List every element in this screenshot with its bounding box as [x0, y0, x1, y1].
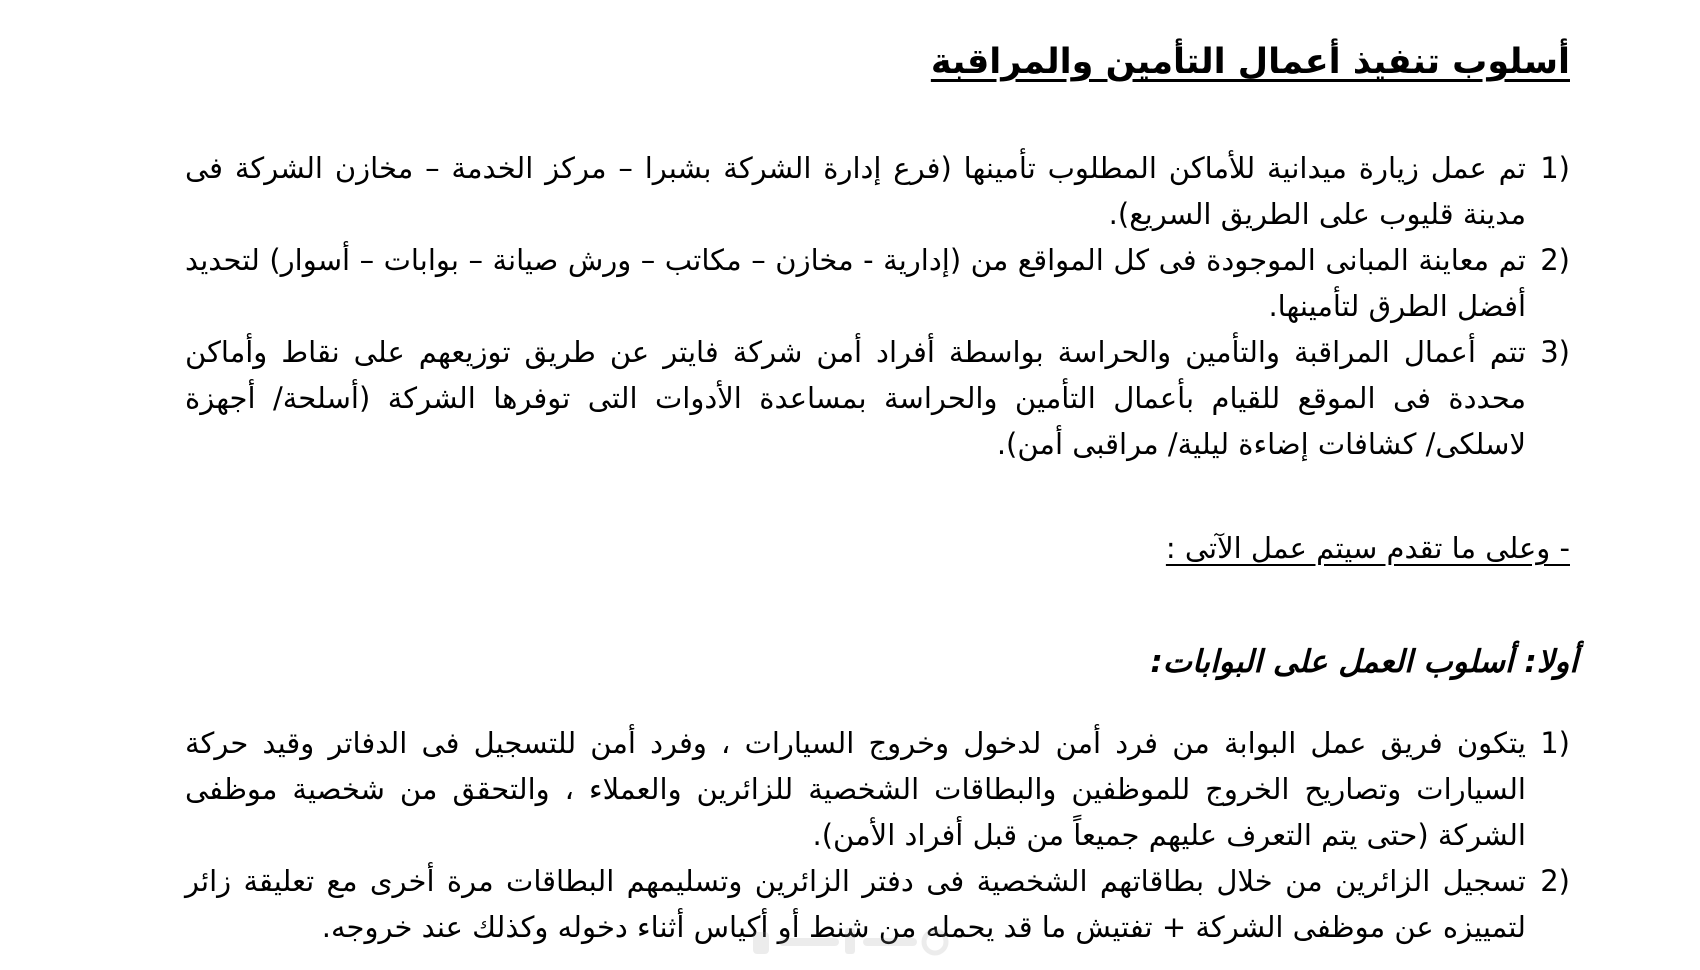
item-text: تم معاينة المبانى الموجودة فى كل المواقع من (إدارية - مخازن – مكاتب – ورش صيانة – بوابات – أسوار) لتحديد أفضل الطرق لتأمينها.: [185, 243, 1526, 323]
subheading: - وعلى ما تقدم سيتم عمل الآتى :: [1165, 531, 1570, 565]
item-number: 1): [1540, 726, 1570, 760]
item-number: 3): [1540, 335, 1570, 369]
item-number: 1): [1540, 151, 1570, 185]
list-item: [185, 858, 1570, 950]
document-title: أسلوب تنفيذ أعمال التأمين والمراقبة: [930, 42, 1570, 82]
item-text: يتكون فريق عمل البوابة من فرد أمن لدخول وخروج السيارات ، وفرد أمن للتسجيل فى الدفاتر وقيد حركة السيارات وتصاريح الخروج للموظفين والبطاقات الشخصية للزائرين والعملاء ، والتحقق من شخصية موظفى الشركة (حتى يتم التعرف عليهم جميعاً من قبل أفراد الأمن).: [185, 726, 1526, 852]
section-heading-gates: أولا: أسلوب العمل على البوابات:: [1150, 643, 1578, 680]
item-text: تتم أعمال المراقبة والتأمين والحراسة بواسطة أفراد أمن شركة فايتر عن طريق توزيعهم على نقاط وأماكن محددة فى الموقع للقيام بأعمال التأمين والحراسة بمساعدة الأدوات التى توفرها الشركة (أسلحة/ أجهزة لاسلكى/ كشافات إضاءة ليلية/ مراقبى أمن).: [185, 335, 1526, 461]
list-item: [185, 237, 1570, 329]
list-item: [185, 720, 1570, 858]
list-item: [185, 329, 1570, 467]
item-number: 2): [1540, 864, 1570, 898]
gates-procedure-list: [185, 720, 1570, 950]
item-text: تم عمل زيارة ميدانية للأماكن المطلوب تأمينها (فرع إدارة الشركة بشبرا – مركز الخدمة – مخازن الشركة فى مدينة قليوب على الطريق السريع).: [185, 151, 1526, 231]
site-survey-list: [185, 145, 1570, 467]
list-item: [185, 145, 1570, 237]
item-text: تسجيل الزائرين من خلال بطاقاتهم الشخصية فى دفتر الزائرين وتسليمهم البطاقات مرة أخرى مع تعليقة زائر لتمييزه عن موظفى الشركة + تفتيش ما قد يحمله من شنط أو أكياس أثناء دخوله وكذلك عند خروجه.: [185, 864, 1526, 944]
item-number: 2): [1540, 243, 1570, 277]
